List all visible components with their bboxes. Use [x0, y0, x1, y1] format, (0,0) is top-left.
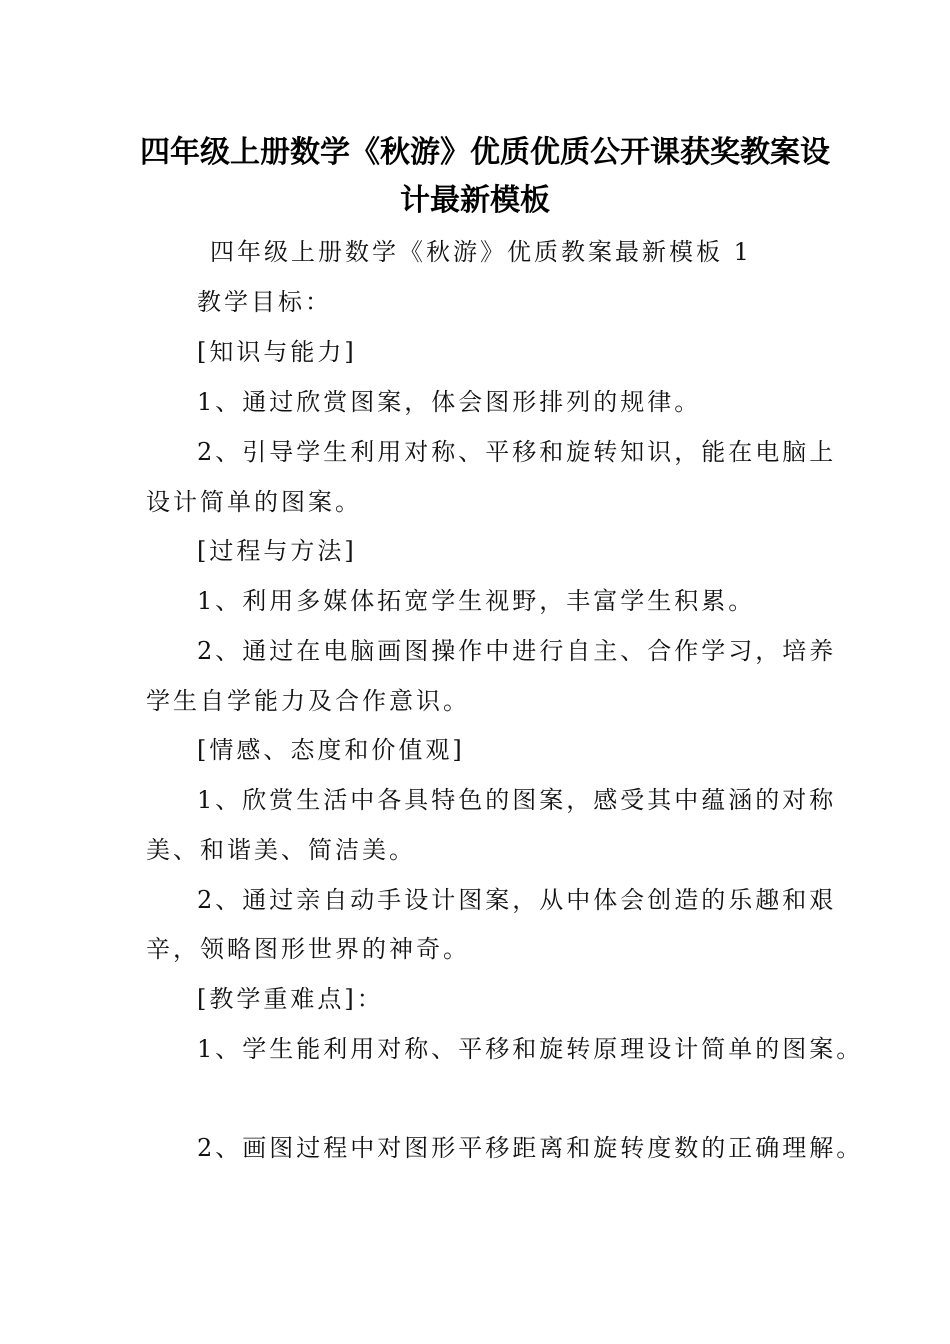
paragraph-line: 2、引导学生利用对称、平移和旋转知识，能在电脑上	[197, 438, 837, 466]
paragraph-line-continued: 设计简单的图案。	[146, 488, 362, 516]
paragraph-line: 1、学生能利用对称、平移和旋转原理设计简单的图案。	[197, 1035, 864, 1063]
paragraph-line: 2、通过在电脑画图操作中进行自主、合作学习，培养	[197, 637, 837, 665]
document-title-line-1: 四年级上册数学《秋游》优质优质公开课获奖教案设	[140, 135, 830, 170]
paragraph-line-continued: 学生自学能力及合作意识。	[146, 687, 470, 715]
section-heading-process: [过程与方法]	[197, 537, 357, 565]
document-title-line-2: 计最新模板	[400, 183, 550, 218]
section-heading-objectives: 教学目标：	[197, 288, 332, 316]
paragraph-line: 2、通过亲自动手设计图案，从中体会创造的乐趣和艰	[197, 886, 837, 914]
paragraph-line-continued: 辛，领略图形世界的神奇。	[146, 935, 470, 963]
section-heading-key-points: [教学重难点]：	[197, 985, 384, 1013]
section-heading-knowledge: [知识与能力]	[197, 338, 357, 366]
section-heading-emotion: [情感、态度和价值观]	[197, 736, 465, 764]
document-subtitle: 四年级上册数学《秋游》优质教案最新模板 1	[210, 238, 752, 266]
paragraph-line: 2、画图过程中对图形平移距离和旋转度数的正确理解。	[197, 1134, 864, 1162]
paragraph-line: 1、通过欣赏图案，体会图形排列的规律。	[197, 388, 702, 416]
paragraph-line: 1、利用多媒体拓宽学生视野，丰富学生积累。	[197, 587, 756, 615]
paragraph-line-continued: 美、和谐美、简洁美。	[146, 836, 416, 864]
paragraph-line: 1、欣赏生活中各具特色的图案，感受其中蕴涵的对称	[197, 786, 837, 814]
